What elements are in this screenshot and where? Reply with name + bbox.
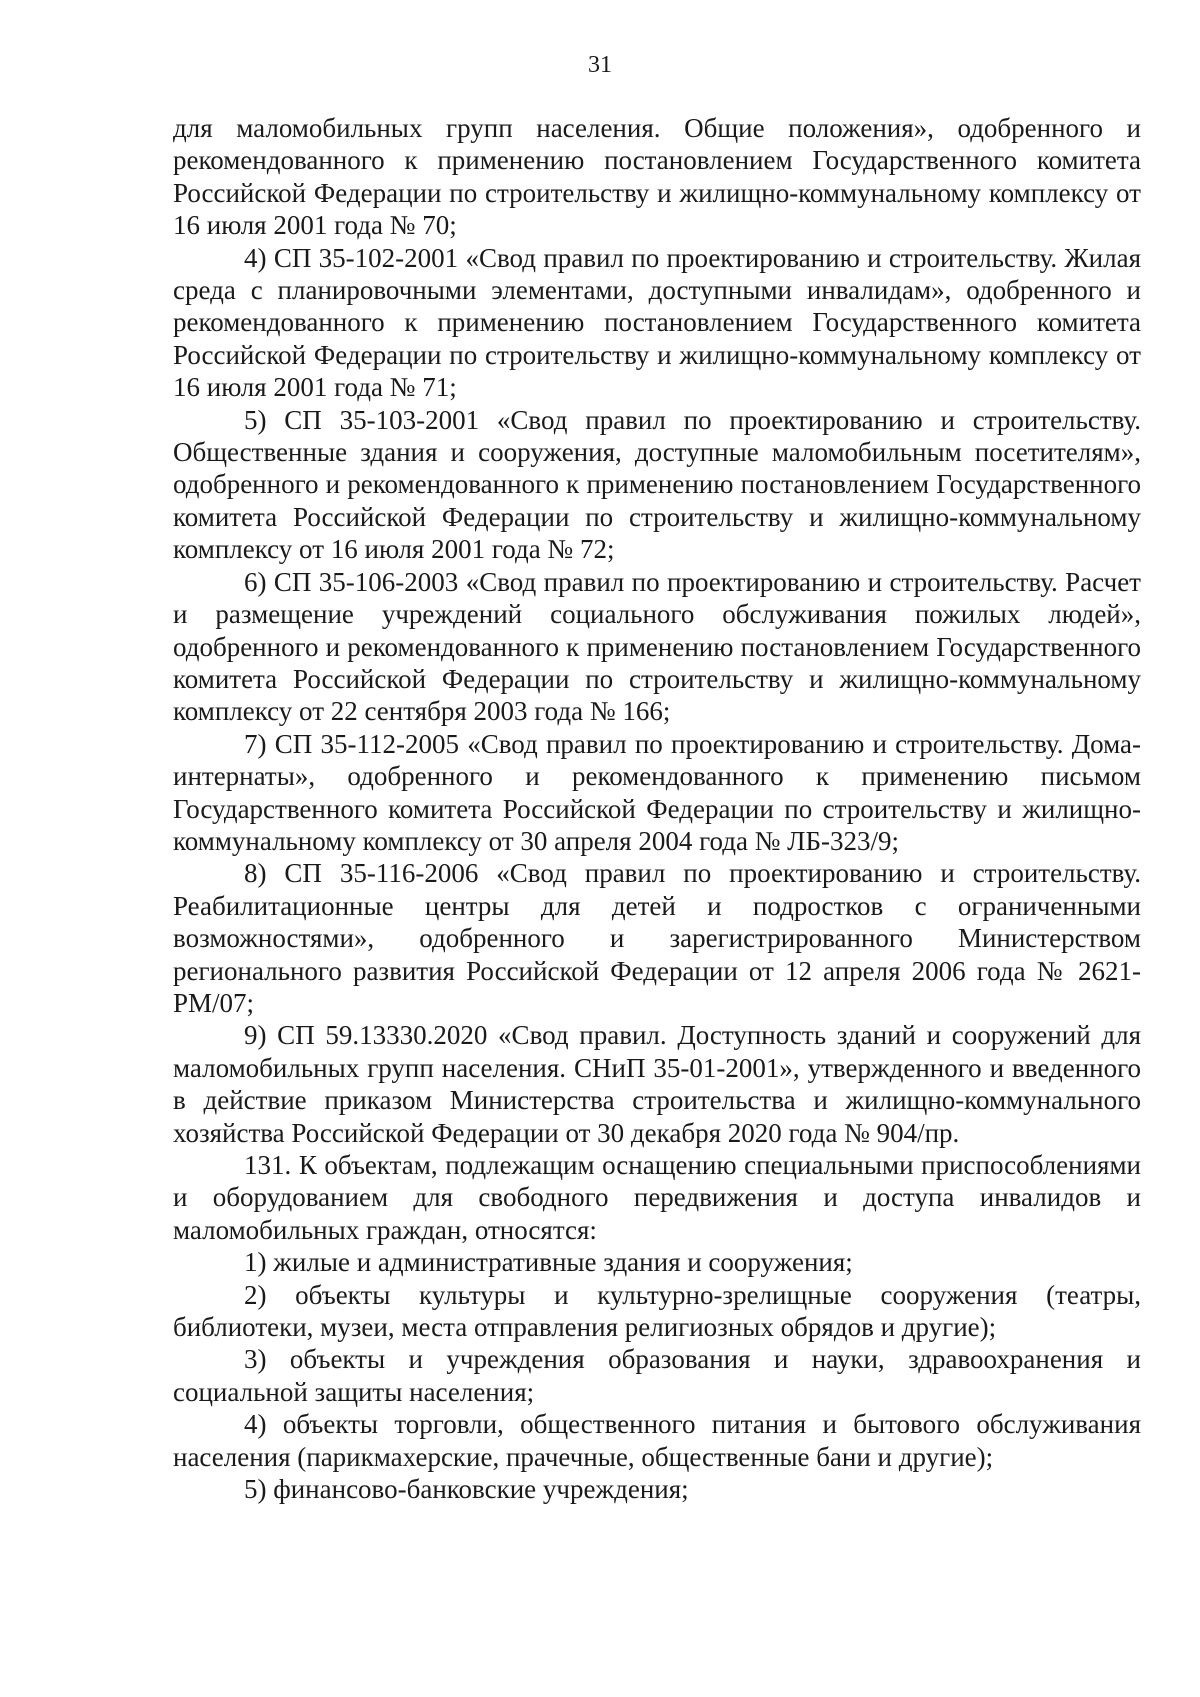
list-item-9-sp-59: 9) СП 59.13330.2020 «Свод правил. Доступность зданий и сооружений для маломобильных групп населения. СНиП 35-01-2001», утвержденного и введенного в действие приказом Министерства строительства и жилищно-коммунального хозяйства Российской Федерации от 30 декабря 2020 года № 904/пр. (173, 1020, 1141, 1148)
clause-131-item-1: 1) жилые и административные здания и сооружения; (244, 1247, 853, 1278)
paragraph-continuation: для маломобильных групп населения. Общие положения», одобренного и рекомендованного к применению постановлением Государственного комитета Российской Федерации по строительству и жилищно-коммунальному комплексу от 16 июля 2001 года № 70; (173, 113, 1141, 241)
clause-131-item-4: 4) объекты торговли, общественного питания и бытового обслуживания населения (парикмахерские, прачечные, общественные бани и другие); (173, 1409, 1141, 1472)
list-item-5-sp-35-103: 5) СП 35-103-2001 «Свод правил по проектированию и строительству. Общественные здания и сооружения, доступные маломобильным посетителям», одобренного и рекомендованного к применению постановлением Государственного комитета Российской Федерации по строительству и жилищно-коммунальному комплексу от 16 июля 2001 года № 72; (173, 404, 1141, 565)
list-item-6-sp-35-106: 6) СП 35-106-2003 «Свод правил по проектированию и строительству. Расчет и размещение учреждений социального обслуживания пожилых людей», одобренного и рекомендованного к применению постановлением Государственного комитета Российской Федерации по строительству и жилищно-коммунальному комплексу от 22 сентября 2003 года № 166; (173, 566, 1141, 727)
clause-131-item-5: 5) финансово-банковские учреждения; (244, 1474, 689, 1505)
clause-131: 131. К объектам, подлежащим оснащению специальными приспособлениями и оборудованием для свободного передвижения и доступа инвалидов и маломобильных граждан, относятся: (173, 1150, 1141, 1245)
clause-131-item-2: 2) объекты культуры и культурно-зрелищные сооружения (театры, библиотеки, музеи, места отправления религиозных обрядов и другие); (173, 1279, 1141, 1343)
list-item-4-sp-35-102: 4) СП 35-102-2001 «Свод правил по проектированию и строительству. Жилая среда с планировочными элементами, доступными инвалидам», одобренного и рекомендованного к применению постановлением Государственного комитета Российской Федерации по строительству и жилищно-коммунальному комплексу от 16 июля 2001 года № 71; (173, 242, 1141, 403)
clause-131-item-3: 3) объекты и учреждения образования и науки, здравоохранения и социальной защиты населения; (173, 1344, 1141, 1407)
page-number: 31 (588, 52, 612, 78)
list-item-7-sp-35-112: 7) СП 35-112-2005 «Свод правил по проектированию и строительству. Дома-интернаты», одобренного и рекомендованного к применению письмом Государственного комитета Российской Федерации по строительству и жилищно-коммунальному комплексу от 30 апреля 2004 года № ЛБ-323/9; (173, 728, 1141, 856)
document-body (173, 112, 1141, 1505)
list-item-8-sp-35-116: 8) СП 35-116-2006 «Свод правил по проектированию и строительству. Реабилитационные центры для детей и подростков с ограниченными возможностями», одобренного и зарегистрированного Министерством регионального развития Российской Федерации от 12 апреля 2006 года № 2621-РМ/07; (173, 858, 1141, 1018)
